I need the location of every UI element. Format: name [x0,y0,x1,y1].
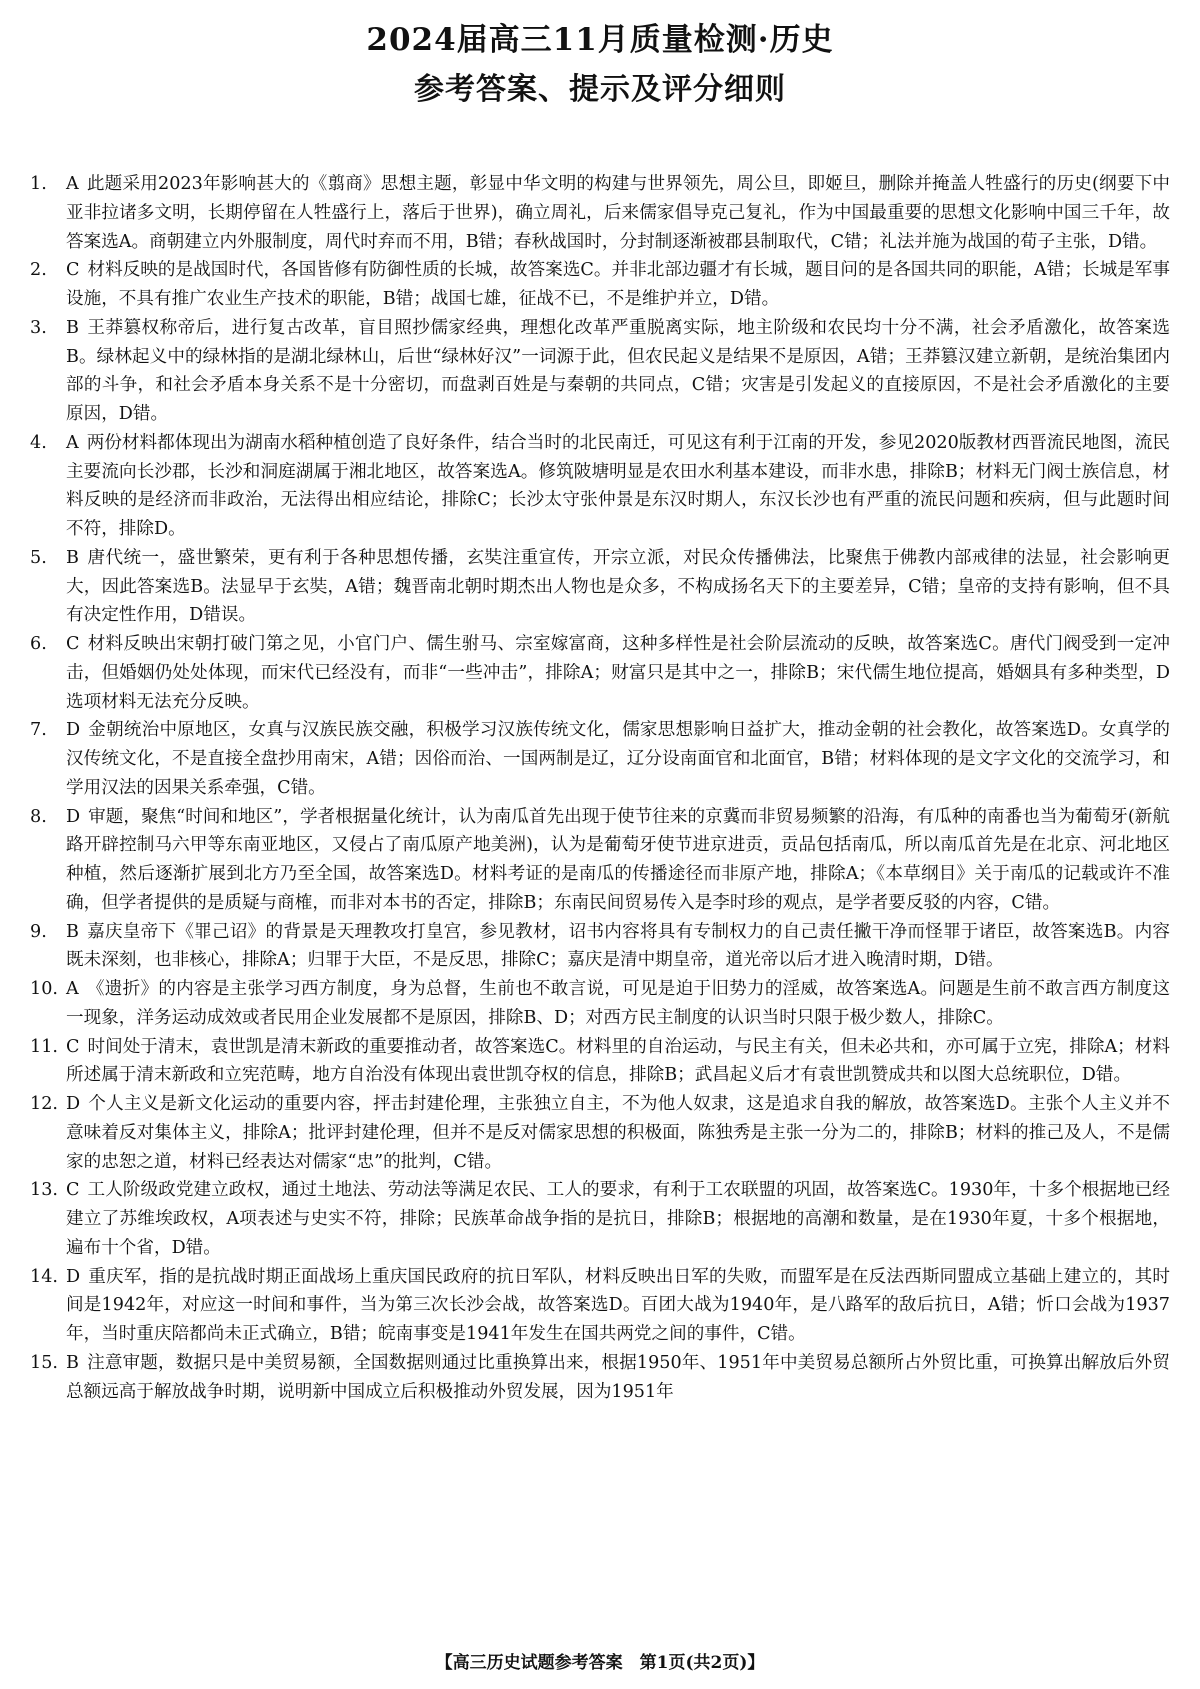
item-answer: C [66,260,80,281]
item-answer: C [66,1180,80,1201]
item-number: 11. [30,1036,58,1057]
answer-item [30,630,1170,716]
item-answer: A [66,979,79,999]
item-explanation: 此题采用2023年影响甚大的《翦商》思想主题，彰显中华文明的构建与世界领先，周公旦，即姬旦，删除并掩盖人牲盛行的历史(纲要下中亚非拉诸多文明，长期停留在人牲盛行上，落后于世界)，确立周礼，后来儒家倡导克己复礼，作为中国最重要的思想文化影响中国三千年，故答案选A。商朝建立内外服制度，周代时弃而不用，B错；春秋战国时，分封制逐渐被郡县制取代，C错；礼法并施为战国的荀子主张，D错。 [66,174,1170,252]
item-answer: A [66,432,79,453]
item-number: 3. [30,317,47,338]
item-answer: B [66,547,79,568]
answer-item [30,1263,1170,1349]
item-explanation: 注意审题，数据只是中美贸易额，全国数据则通过比重换算出来，根据1950年、1951年中美贸易总额所占外贸比重，可换算出解放后外贸总额远高于解放战争时期，说明新中国成立后积极推动外贸发展，因为1951年 [66,1352,1170,1402]
item-number: 4. [30,432,47,453]
answer-item [30,429,1170,544]
item-answer: B [66,921,79,942]
item-number: 9. [30,921,47,942]
item-explanation: 材料反映出宋朝打破门第之见，小官门户、儒生驸马、宗室嫁富商，这种多样性是社会阶层流动的反映，故答案选C。唐代门阀受到一定冲击，但婚姻仍处处体现，而宋代已经没有，而非“一些冲击”，排除A；财富只是其中之一，排除B；宋代儒生地位提高，婚姻具有多种类型，D选项材料无法充分反映。 [66,634,1170,712]
item-number: 5. [30,547,47,568]
item-explanation: 审题，聚焦“时间和地区”，学者根据量化统计，认为南瓜首先出现于使节往来的京冀而非贸易频繁的沿海，有瓜种的南番也当为葡萄牙(新航路开辟控制马六甲等东南亚地区，又侵占了南瓜原产地美洲)，认为是葡萄牙使节进京进贡，贡品包括南瓜，所以南瓜首先是在北京、河北地区种植，然后逐渐扩展到北方乃至全国，故答案选D。材料考证的是南瓜的传播途径而非原产地，排除A；《本草纲目》关于南瓜的记载或许不准确，但学者提供的是质疑与商榷，而非对本书的否定，排除B；东南民间贸易传入是李时珍的观点，是学者要反驳的内容，C错。 [66,806,1170,913]
answer-item [30,803,1170,918]
item-explanation: 唐代统一，盛世繁荣，更有利于各种思想传播，玄奘注重宣传，开宗立派，对民众传播佛法，比聚焦于佛教内部戒律的法显，社会影响更大，因此答案选B。法显早于玄奘，A错；魏晋南北朝时期杰出人物也是众多，不构成扬名天下的主要差异，C错；皇帝的支持有影响，但不具有决定性作用，D错误。 [66,547,1170,626]
answer-item [30,975,1170,1033]
item-number: 15. [30,1352,58,1373]
answer-item [30,716,1170,802]
answer-item [30,1349,1170,1407]
answer-item [30,918,1170,976]
item-number: 13. [30,1180,58,1201]
item-answer: B [66,1352,79,1373]
item-answer: C [66,634,80,654]
item-answer: B [66,317,79,338]
answer-item [30,256,1170,314]
answer-item [30,544,1170,630]
item-explanation: 重庆军，指的是抗战时期正面战场上重庆国民政府的抗日军队，材料反映出日军的失败，而盟军是在反法西斯同盟成立基础上建立的，其时间是1942年，对应这一时间和事件，当为第三次长沙会战，故答案选D。百团大战为1940年，是八路军的敌后抗日，A错；忻口会战为1937年，当时重庆陪都尚未正式确立，B错；皖南事变是1941年发生在国共两党之间的事件，C错。 [66,1266,1170,1344]
page-title: 2024届高三11月质量检测·历史 [366,22,834,58]
item-answer: D [66,720,81,741]
answer-item [30,1090,1170,1176]
item-explanation: 时间处于清末，袁世凯是清末新政的重要推动者，故答案选C。材料里的自治运动，与民主有关，但未必共和，亦可属于立宪，排除A；材料所述属于清末新政和立宪范畴，地方自治没有体现出袁世凯夺权的信息，排除B；武昌起义后才有袁世凯赞成共和以图大总统职位，D错。 [66,1036,1170,1086]
item-number: 1. [30,174,47,194]
item-number: 2. [30,260,47,281]
item-explanation: 金朝统治中原地区，女真与汉族民族交融，积极学习汉族传统文化，儒家思想影响日益扩大，推动金朝的社会教化，故答案选D。女真学的汉传统文化，不是直接全盘抄用南宋，A错；因俗而治、一国两制是辽，辽分设南面官和北面官，B错；材料体现的是文字文化的交流学习，和学用汉法的因果关系牵强，C错。 [66,720,1170,798]
answer-list [30,170,1170,1406]
item-number: 6. [30,634,47,654]
page-subtitle: 参考答案、提示及评分细则 [414,72,786,107]
item-number: 14. [30,1266,58,1287]
item-answer: A [66,174,79,194]
item-number: 8. [30,806,47,827]
answer-item [30,314,1170,429]
item-explanation: 材料反映的是战国时代，各国皆修有防御性质的长城，故答案选C。并非北部边疆才有长城，题目问的是各国共同的职能，A错；长城是军事设施，不具有推广农业生产技术的职能，B错；战国七雄，征战不已，不是维护并立，D错。 [66,260,1170,309]
item-explanation: 个人主义是新文化运动的重要内容，抨击封建伦理，主张独立自主，不为他人奴隶，这是追求自我的解放，故答案选D。主张个人主义并不意味着反对集体主义，排除A；批评封建伦理，但并不是反对儒家思想的积极面，陈独秀是主张一分为二的，排除B；材料的推己及人，不是儒家的忠恕之道，材料已经表达对儒家“忠”的批判，C错。 [66,1094,1170,1172]
item-answer: C [66,1036,80,1057]
item-explanation: 《遗折》的内容是主张学习西方制度，身为总督，生前也不敢言说，可见是迫于旧势力的淫威，故答案选A。问题是生前不敢言西方制度这一现象，洋务运动成效或者民用企业发展都不是原因，排除B、D；对西方民主制度的认识当时只限于极少数人，排除C。 [66,979,1170,1028]
item-number: 12. [30,1094,58,1114]
answer-item [30,1176,1170,1262]
item-explanation: 王莽篡权称帝后，进行复古改革，盲目照抄儒家经典，理想化改革严重脱离实际，地主阶级和农民均十分不满，社会矛盾激化，故答案选B。绿林起义中的绿林指的是湖北绿林山，后世“绿林好汉”一词源于此，但农民起义是结果不是原因，A错；王莽篡汉建立新朝，是统治集团内部的斗争，和社会矛盾本身关系不是十分密切，而盘剥百姓是与秦朝的共同点，C错；灾害是引发起义的直接原因，不是社会矛盾激化的主要原因，D错。 [66,317,1170,424]
item-explanation: 工人阶级政党建立政权，通过土地法、劳动法等满足农民、工人的要求，有利于工农联盟的巩固，故答案选C。1930年，十多个根据地已经建立了苏维埃政权，A项表述与史实不符，排除；民族革命战争指的是抗日，排除B；根据地的高潮和数量，是在1930年夏，十多个根据地，遍布十个省，D错。 [66,1180,1170,1258]
answer-item [30,1033,1170,1091]
answer-item [30,170,1170,256]
item-number: 7. [30,720,47,741]
item-answer: D [66,1094,81,1114]
item-explanation: 嘉庆皇帝下《罪己诏》的背景是天理教攻打皇宫，参见教材，诏书内容将具有专制权力的自己责任撇干净而怪罪于诸臣，故答案选B。内容既未深刻，也非核心，排除A；归罪于大臣，不是反思，排除C；嘉庆是清中期皇帝，道光帝以后才进入晚清时期，D错。 [66,921,1170,971]
item-answer: D [66,806,81,827]
item-answer: D [66,1266,81,1287]
page-footer: 【高三历史试题参考答案 第1页(共2页)】 [435,1653,765,1673]
item-explanation: 两份材料都体现出为湖南水稻种植创造了良好条件，结合当时的北民南迁，可见这有利于江南的开发，参见2020版教材西晋流民地图，流民主要流向长沙郡，长沙和洞庭湖属于湘北地区，故答案选A。修筑陂塘明显是农田水利基本建设，而非水患，排除B；材料无门阀士族信息，材料反映的是经济而非政治，无法得出相应结论，排除C；长沙太守张仲景是东汉时期人，东汉长沙也有严重的流民问题和疾病，但与此题时间不符，排除D。 [66,432,1170,539]
item-number: 10. [30,979,58,999]
